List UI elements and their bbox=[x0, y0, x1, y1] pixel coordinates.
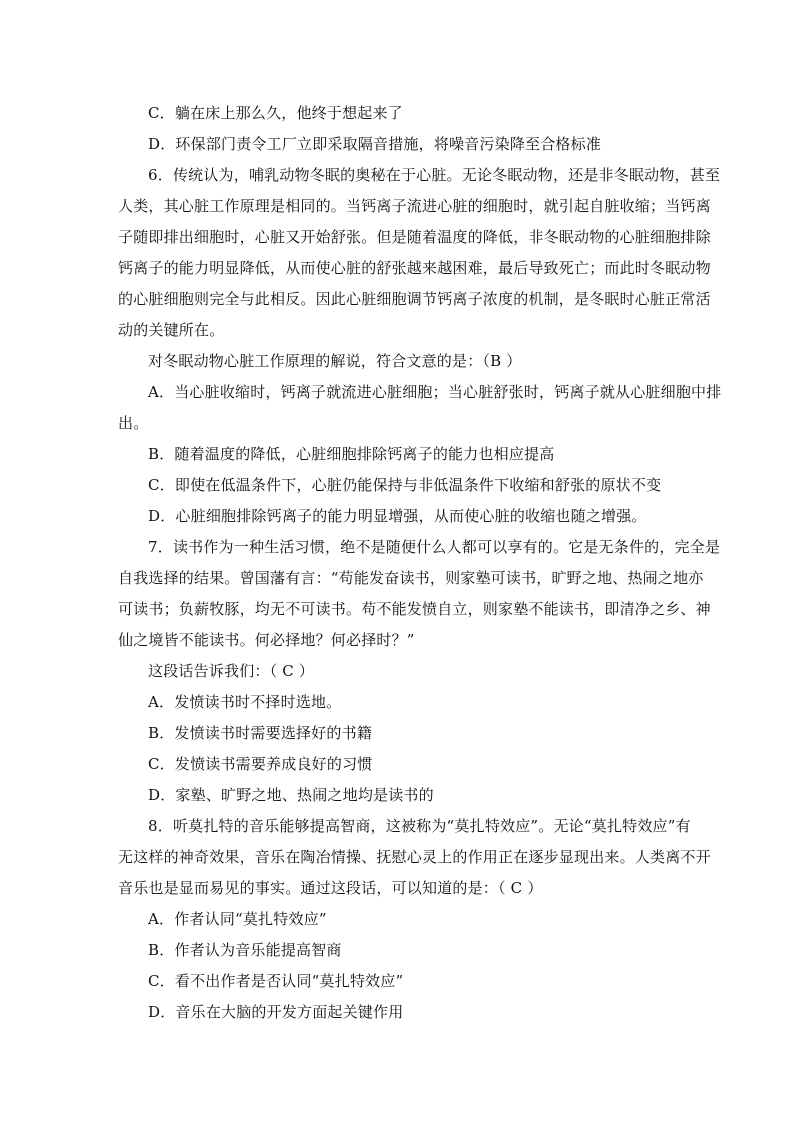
q6-passage-line: 6．传统认为，哺乳动物冬眠的奥秘在于心脏。无论冬眠动物，还是非冬眠动物，甚至 bbox=[148, 166, 721, 184]
q6-option-b: B．随着温度的降低，心脏细胞排除钙离子的能力也相应提高 bbox=[148, 445, 555, 463]
q8-option-d: D．音乐在大脑的开发方面起关键作用 bbox=[148, 1003, 404, 1021]
q7-passage-line: 仙之境皆不能读书。何必择地？何必择时？” bbox=[118, 631, 415, 649]
q7-passage-line: 可读书；负薪牧豚，均无不可读书。苟不能发愤自立，则家塾不能读书，即清净之乡、神 bbox=[118, 600, 711, 618]
q8-option-b: B．作者认为音乐能提高智商 bbox=[148, 941, 342, 959]
q8-passage-line: 8．听莫扎特的音乐能够提高智商，这被称为“莫扎特效应”。无论“莫扎特效应”有 bbox=[148, 817, 691, 835]
q7-option-d: D．家塾、旷野之地、热闹之地均是读书的 bbox=[148, 786, 434, 804]
q8-passage-line: 无这样的神奇效果，音乐在陶冶情操、抚慰心灵上的作用正在逐步显现出来。人类离不开 bbox=[118, 848, 711, 866]
q6-question: 对冬眠动物心脏工作原理的解说，符合文意的是：（B ） bbox=[148, 352, 522, 370]
q6-passage-line: 的心脏细胞则完全与此相反。因此心脏细胞调节钙离子浓度的机制，是冬眠时心脏正常活 bbox=[118, 290, 711, 308]
q6-passage-line: 人类，其心脏工作原理是相同的。当钙离子流进心脏的细胞时，就引起自脏收缩；当钙离 bbox=[118, 197, 711, 215]
q6-option-a-cont: 出。 bbox=[118, 414, 149, 432]
q7-option-c: C．发愤读书需要养成良好的习惯 bbox=[148, 755, 373, 773]
q6-option-a: A．当心脏收缩时，钙离子就流进心脏细胞；当心脏舒张时，钙离子就从心脏细胞中排 bbox=[148, 383, 722, 401]
q7-option-b: B．发愤读书时需要选择好的书籍 bbox=[148, 724, 373, 742]
q6-option-c: C．即使在低温条件下，心脏仍能保持与非低温条件下收缩和舒张的原状不变 bbox=[148, 476, 662, 494]
q6-passage-line: 钙离子的能力明显降低，从而使心脏的舒张越来越困难，最后导致死亡；而此时冬眠动物 bbox=[118, 259, 711, 277]
q8-option-a: A．作者认同“莫扎特效应” bbox=[148, 910, 327, 928]
q8-passage-line: 音乐也是显而易见的事实。通过这段话，可以知道的是：（ C ） bbox=[118, 879, 543, 897]
q6-passage-line: 子随即排出细胞时，心脏又开始舒张。但是随着温度的降低，非冬眠动物的心脏细胞排除 bbox=[118, 228, 711, 246]
q7-option-a: A．发愤读书时不择时选地。 bbox=[148, 693, 342, 711]
q6-passage-line: 动的关键所在。 bbox=[118, 321, 225, 339]
q5-option-d: D．环保部门责令工厂立即采取隔音措施，将噪音污染降至合格标准 bbox=[148, 135, 602, 153]
q8-option-c: C．看不出作者是否认同“莫扎特效应” bbox=[148, 972, 404, 990]
q7-passage-line: 7．读书作为一种生活习惯，绝不是随便什么人都可以享有的。它是无条件的，完全是 bbox=[148, 538, 721, 556]
q6-option-d: D．心脏细胞排除钙离子的能力明显增强，从而使心脏的收缩也随之增强。 bbox=[148, 507, 647, 525]
q7-question: 这段话告诉我们：（ C ） bbox=[148, 662, 315, 680]
q5-option-c: C．躺在床上那么久，他终于想起来了 bbox=[148, 104, 403, 122]
q7-passage-line: 自我选择的结果。曾国藩有言：“苟能发奋读书，则家塾可读书，旷野之地、热闹之地亦 bbox=[118, 569, 704, 587]
